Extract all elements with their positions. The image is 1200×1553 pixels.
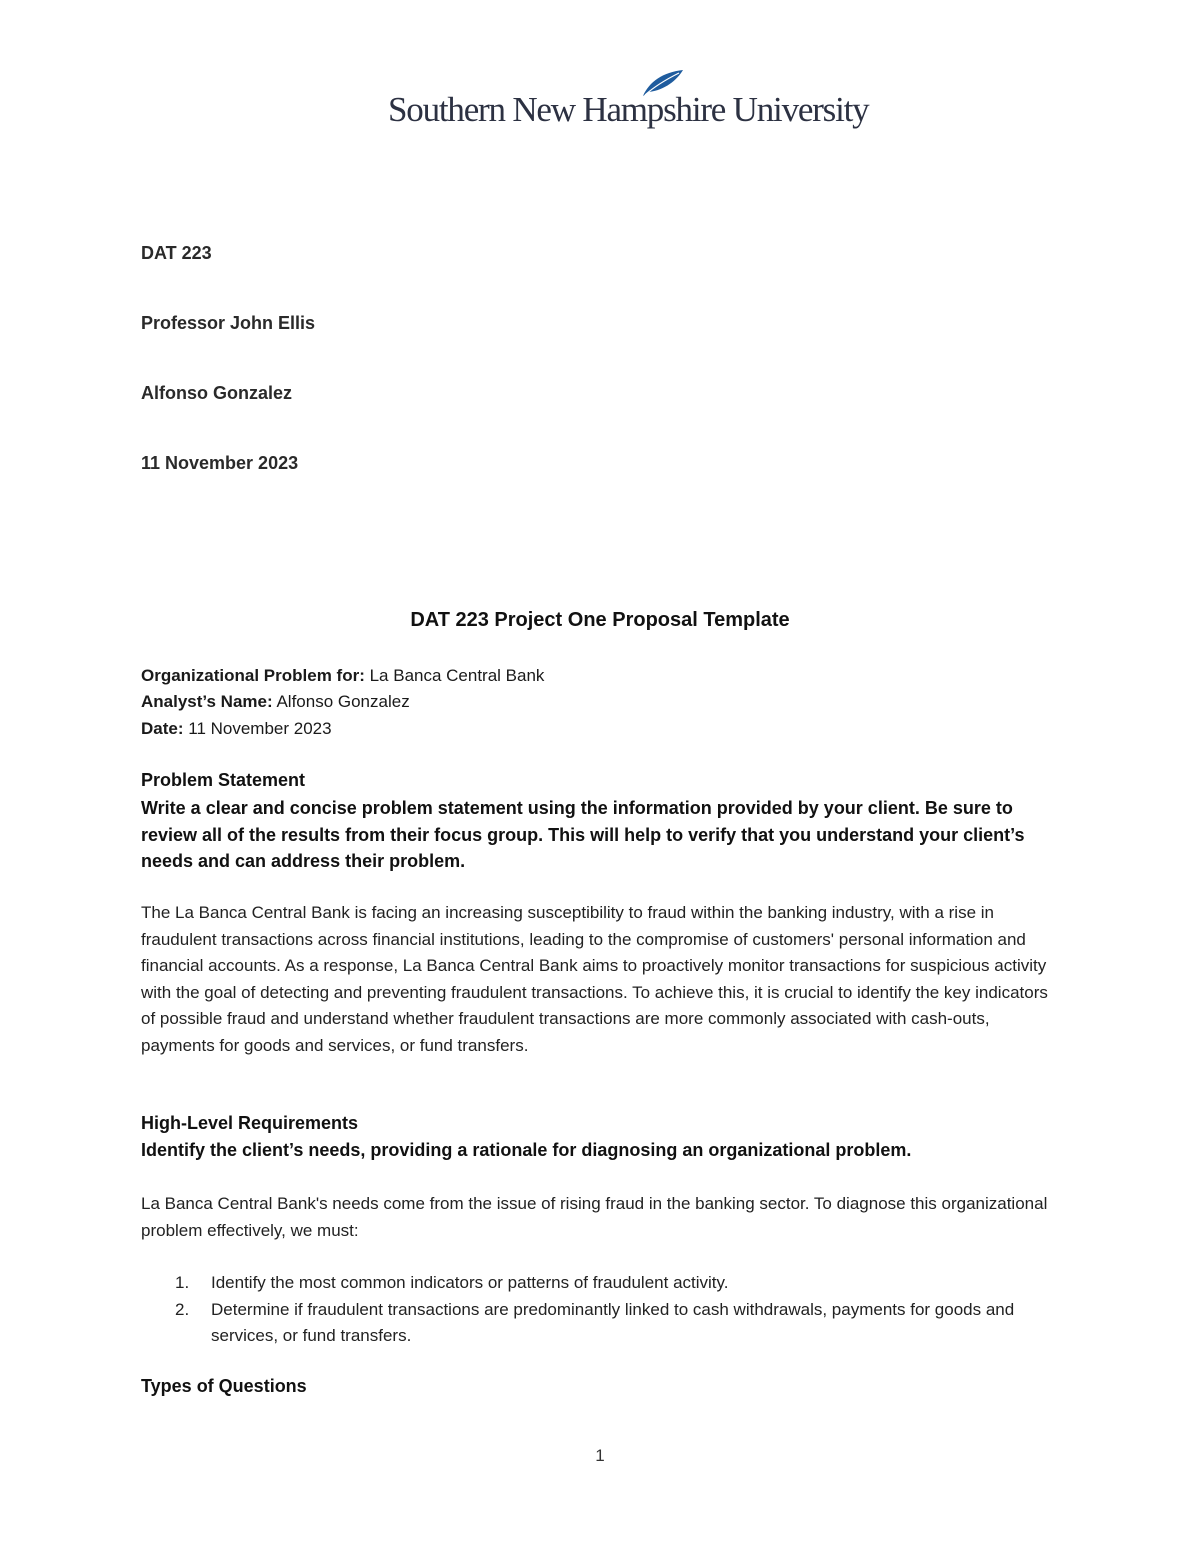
list-item bbox=[141, 1297, 1066, 1350]
requirements-heading: High-Level Requirements bbox=[141, 1113, 359, 1133]
logo-text: Southern New Hampshire University bbox=[388, 90, 869, 129]
field-value: 11 November 2023 bbox=[188, 719, 332, 738]
student-name: Alfonso Gonzalez bbox=[141, 383, 293, 403]
field-analyst-name bbox=[141, 692, 410, 712]
field-date bbox=[141, 719, 332, 739]
requirements-prompt: Identify the client’s needs, providing a rationale for diagnosing an organizational problem. bbox=[141, 1140, 912, 1160]
requirements-body: La Banca Central Bank's needs come from the issue of rising fraud in the banking sector. To diagnose this organizational problem effectively, we must: bbox=[141, 1194, 1048, 1240]
requirements-list bbox=[141, 1270, 1066, 1350]
problem-statement-heading: Problem Statement bbox=[141, 770, 306, 790]
leaf-icon bbox=[639, 68, 687, 98]
page-number: 1 bbox=[595, 1446, 605, 1465]
field-value: La Banca Central Bank bbox=[369, 666, 545, 685]
submission-date: 11 November 2023 bbox=[141, 453, 299, 473]
university-logo bbox=[388, 68, 869, 140]
list-item-text: Identify the most common indicators or patterns of fraudulent activity. bbox=[211, 1273, 729, 1292]
problem-statement-prompt: Write a clear and concise problem statement using the information provided by your client. Be sure to review all of the results from their focus group. This will help to verify that you understand your client’s needs and can address their problem. bbox=[141, 798, 1025, 871]
course-code: DAT 223 bbox=[141, 243, 212, 263]
list-item-text: Determine if fraudulent transactions are predominantly linked to cash withdrawals, payments for goods and services, or fund transfers. bbox=[211, 1299, 1015, 1345]
field-label: Organizational Problem for: bbox=[141, 666, 365, 685]
professor-name: Professor John Ellis bbox=[141, 313, 316, 333]
field-label: Date: bbox=[141, 719, 184, 738]
problem-statement-body: The La Banca Central Bank is facing an increasing susceptibility to fraud within the banking industry, with a rise in fraudulent transactions across financial institutions, leading to the compromise of customers' personal information and financial accounts. As a response, La Banca Central Bank aims to proactively monitor transactions for suspicious activity with the goal of detecting and preventing fraudulent transactions. To achieve this, it is crucial to identify the key indicators of possible fraud and understand whether fraudulent transactions are more commonly associated with cash-outs, payments for goods and services, or fund transfers. bbox=[141, 903, 1048, 1055]
field-organizational-problem bbox=[141, 666, 544, 686]
field-label: Analyst’s Name: bbox=[141, 692, 273, 711]
field-value: Alfonso Gonzalez bbox=[276, 692, 410, 711]
list-item-number: 1. bbox=[175, 1273, 190, 1292]
document-title: DAT 223 Project One Proposal Template bbox=[410, 609, 790, 631]
list-item bbox=[141, 1270, 1066, 1297]
types-of-questions-heading: Types of Questions bbox=[141, 1376, 307, 1396]
list-item-number: 2. bbox=[175, 1299, 190, 1319]
